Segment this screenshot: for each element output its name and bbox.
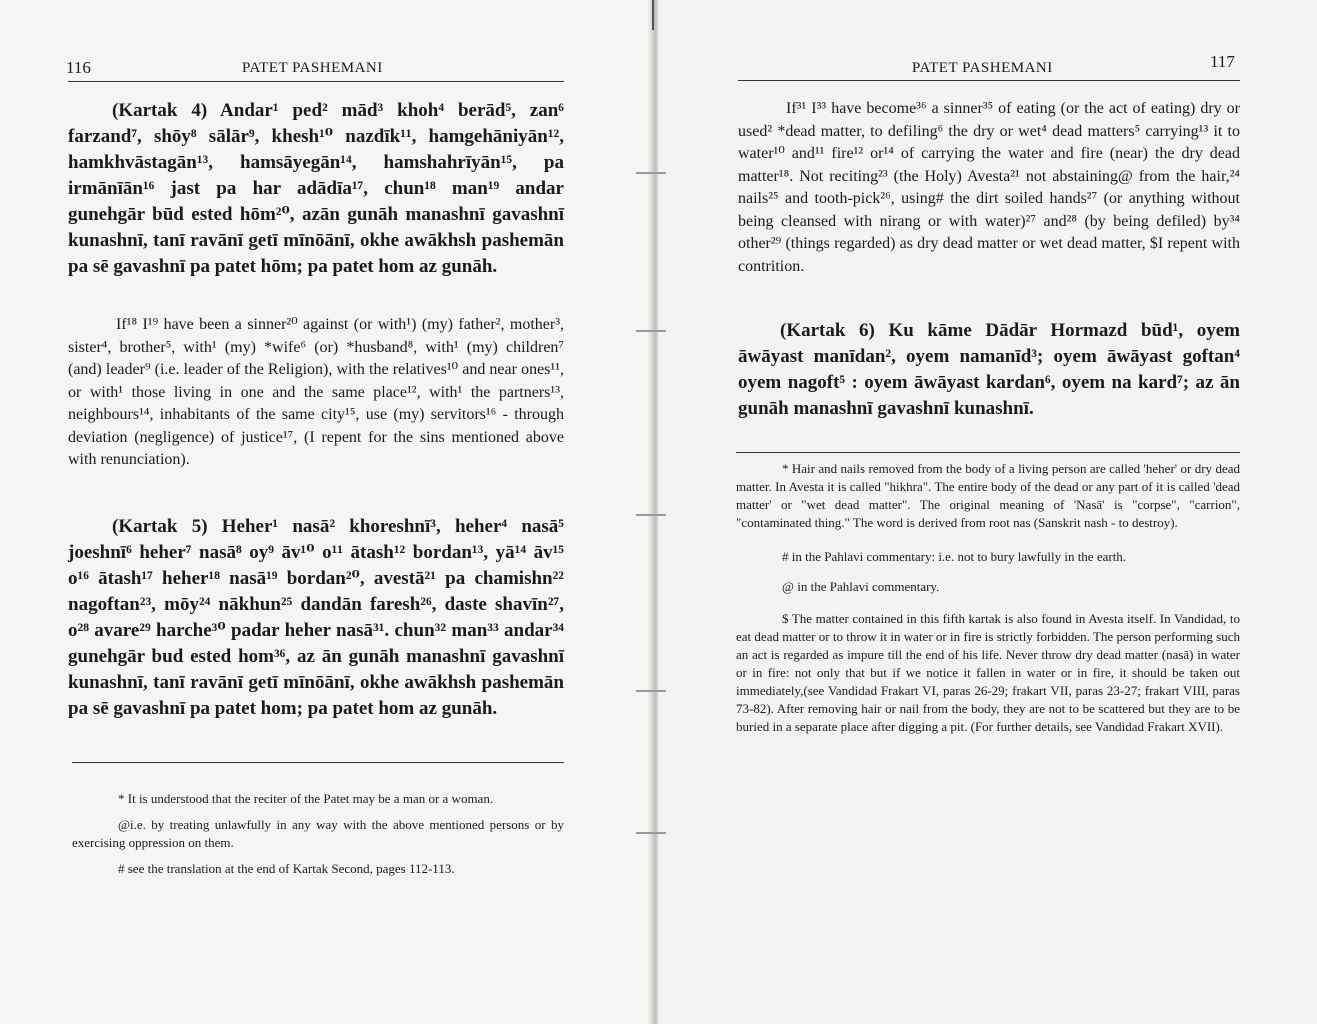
left-page: [0, 0, 652, 1024]
kartak4-translation: If¹⁸ I¹⁹ have been a sinner²⁰ against (or with¹) (my) father², mother³, sister⁴, brother⁵, with¹ (my) *wife⁶ (or) *husband⁸, with¹ (my) children⁷ (and) leader⁹ (i.e. leader of the Religion), with the relatives¹⁰ and near ones¹¹, or with¹ those living in one and the same place¹², with¹ the partners¹³, neighbours¹⁴, inhabitants of the same city¹⁵, use (my) servitors¹⁶ - through deviation (negligence) of justice¹⁷, (I repent for the sins mentioned above with renunciation).: [68, 316, 564, 468]
footnote-right-3: @ in the Pahlavi commentary.: [782, 579, 940, 594]
kartak4-pazand: (Kartak 4) Andar¹ ped² mād³ khoh⁴ berād⁵, zan⁶ farzand⁷, shōy⁸ sālār⁹, khesh¹⁰ nazdīk¹¹, hamgehāniyān¹², hamkhvāstagān¹³, hamsāyegān¹⁴, hamshahrīyān¹⁵, pa irmānīān¹⁶ jast pa har adādīa¹⁷, chun¹⁸ man¹⁹ andar gunehgār būd ested hōm²⁰, azān gunāh manashnī gavashnī kunashnī, tanī ravānī getī mīnōānī, okhe awākhsh pashemān pa sē gavashnī pa patet hōm; pa patet hom az gunāh.: [68, 100, 564, 277]
running-head-right: PATET PASHEMANI: [912, 60, 1053, 76]
kartak5-pazand-block: [68, 514, 564, 722]
binding-mark: [636, 514, 666, 516]
footnote-left-3: # see the translation at the end of Kartak Second, pages 112-113.: [118, 861, 455, 876]
page-number-left: 116: [66, 58, 91, 77]
kartak4-translation-block: [68, 314, 564, 472]
kartak5-translation: If³¹ I³³ have become³⁶ a sinner³⁵ of eating (or the act of eating) dry or used² *dead matter, to defiling⁶ the dry or wet⁴ dead matters⁵ carrying¹³ it to water¹⁰ and¹¹ fire¹² or¹⁴ of carrying the water and fire (near) the dry dead matter¹⁸. Not reciting²³ (the Holy) Avesta²¹ not abstaining@ from the hair,²⁴ nails²⁵ and tooth-pick²⁶, using# the dirt soiled hands²⁷ (or anything without being cleansed with nirang or with water)²⁷ and²⁸ (by being defiled) by³⁴ other²⁹ (things regarded) as dry dead matter or wet dead matter, $I repent with contrition.: [738, 100, 1240, 275]
header-rule-right: [738, 80, 1240, 81]
binding-mark: [636, 330, 666, 332]
kartak4-pazand-block: [68, 98, 564, 280]
right-page: [658, 0, 1317, 1024]
footnote-left-1: * It is understood that the reciter of the Patet may be a man or a woman.: [118, 791, 494, 806]
footnotes-right: [736, 460, 1240, 744]
kartak6-pazand-block: [738, 318, 1240, 422]
footnote-rule-right: [736, 452, 1240, 453]
footnote-right-2: # in the Pahlavi commentary: i.e. not to bury lawfully in the earth.: [782, 549, 1127, 564]
footnote-right-4: $ The matter contained in this fifth kartak is also found in Avesta itself. In Vandidad, to eat dead matter or to throw it in water or in fire is strictly forbidden. The person performing such an act is regarded as impure till the end of his life. Never throw dry dead matter (nasā) in water or in fire: not only that but if we notice it fallen in water or in fire, it should be taken out immediately,(see Vandidad Frakart VI, paras 26-29; frakart VII, paras 23-27; frakart VIII, paras 73-82). After removing hair or nail from the body, they are not to be scattered but they are to be buried in a separate place after digging a pit. (For further details, see Vandidad Frakart XVII).: [736, 611, 1240, 734]
kartak6-pazand: (Kartak 6) Ku kāme Dādār Hormazd būd¹, oyem āwāyast manīdan², oyem namanīd³; oyem āwāyast goftan⁴ oyem nagoft⁵ : oyem āwāyast kardan⁶, oyem na kard⁷; az ān gunāh manashnī gavashnī kunashnī.: [738, 320, 1240, 419]
kartak5-pazand: (Kartak 5) Heher¹ nasā² khoreshnī³, heher⁴ nasā⁵ joeshnī⁶ heher⁷ nasā⁸ oy⁹ āv¹⁰ o¹¹ ātash¹² bordan¹³, yā¹⁴ āv¹⁵ o¹⁶ ātash¹⁷ heher¹⁸ nasā¹⁹ bordan²⁰, avestā²¹ pa chamishn²² nagoftan²³, mōy²⁴ nākhun²⁵ dandān faresh²⁶, daste shavīn²⁷, o²⁸ avare²⁹ harche³⁰ padar heher nasā³¹. chun³² man³³ andar³⁴ gunehgār bud ested hom³⁶, az ān gunāh manashnī gavashnī kunashnī, tanī ravānī getī mīnōānī, okhe awākhsh pashemān pa sē gavashnī pa patet hom; pa patet hom az gunāh.: [68, 516, 564, 719]
binding-mark: [636, 690, 666, 692]
header-rule-left: [68, 81, 564, 82]
kartak5-translation-block: [738, 98, 1240, 278]
running-head-left: PATET PASHEMANI: [242, 60, 383, 76]
gutter-line: [652, 0, 654, 30]
binding-mark: [636, 832, 666, 834]
footnote-left-2: @i.e. by treating unlawfully in any way with the above mentioned persons or by exercising oppression on them.: [72, 817, 564, 850]
footnote-rule-left: [72, 762, 564, 763]
footnote-right-1: * Hair and nails removed from the body of a living person are called 'heher' or dry dead matter. In Avesta it is called "hikhra". The entire body of the dead or any part of it is called 'dead matter' or "wet dead matter". The original meaning of 'Nasā' is "corpse", "carrion", "contaminated thing." The word is derived from root nas (Sanskrit nash - to destroy).: [736, 461, 1240, 530]
binding-mark: [636, 172, 666, 174]
footnotes-left: [72, 790, 564, 886]
page-number-right: 117: [1210, 52, 1235, 71]
